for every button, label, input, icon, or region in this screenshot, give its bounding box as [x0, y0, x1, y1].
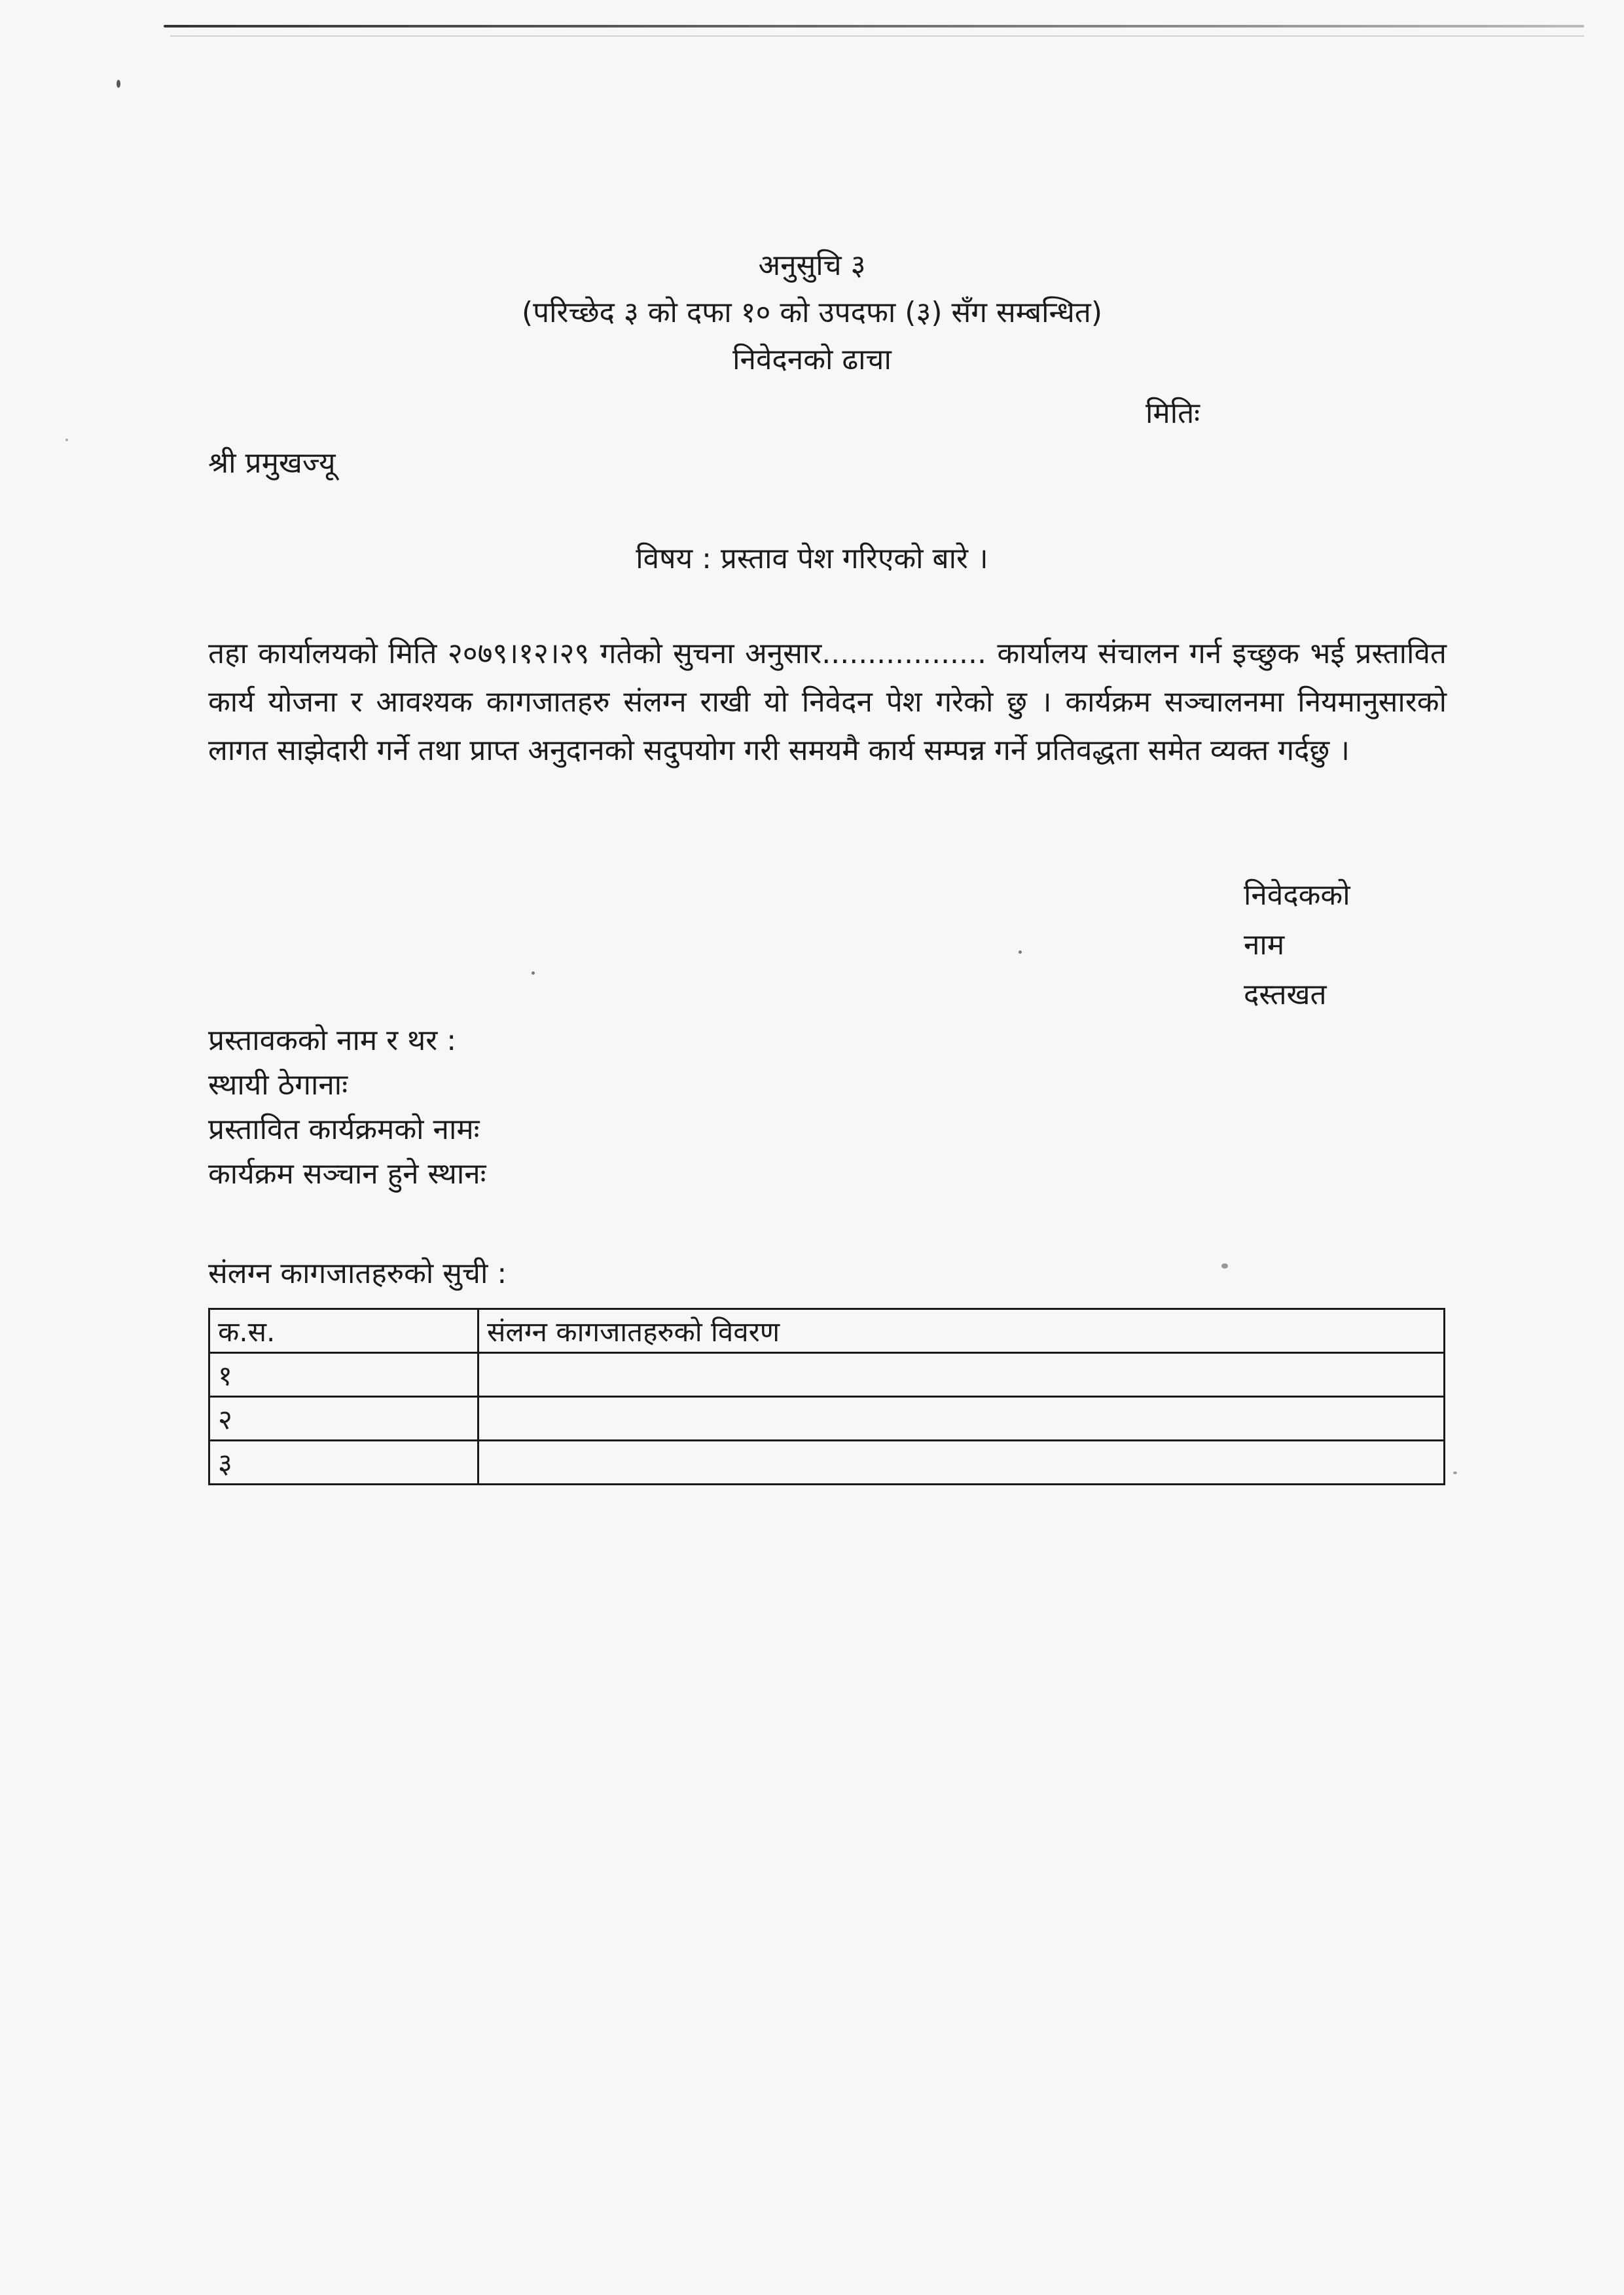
scan-speck: [65, 439, 68, 441]
table-row: [209, 1441, 1445, 1485]
signature-block: [1244, 871, 1350, 1020]
subject-line: विषय : प्रस्ताव पेश गरिएको बारे ।: [636, 542, 988, 575]
proposer-name-field: प्रस्तावकको नाम र थर :: [208, 1024, 457, 1057]
form-title: निवेदनको ढाचा: [732, 343, 892, 376]
column-header-serial: क.स.: [209, 1309, 478, 1353]
table-header-row: [209, 1309, 1445, 1353]
body-paragraph: तहा कार्यालयको मिति २०७९।१२।२९ गतेको सुचना अनुसार.................. कार्यालय संचालन गर्न इच्छुक भई प्रस्तावित कार्य योजना र आवश्यक कागजातहरु संलग्न राखी यो निवेदन पेश गरेको छु । कार्यक्रम सञ्चालनमा नियमानुसारको लागत साझेदारी गर्ने तथा प्राप्त अनुदानको सदुपयोग गरी समयमै कार्य सम्पन्न गर्ने प्रतिवद्धता समेत व्यक्त गर्दछु ।: [208, 637, 1447, 767]
program-location-field: कार्यक्रम सञ्चान हुने स्थानः: [208, 1157, 486, 1191]
scan-speck: [1453, 1472, 1457, 1474]
date-label: मितिः: [1146, 397, 1200, 430]
description-cell: [478, 1441, 1445, 1485]
scan-speck: [532, 971, 535, 975]
table-row: [209, 1353, 1445, 1397]
table-row: [209, 1397, 1445, 1441]
permanent-address-field: स्थायी ठेगानाः: [208, 1068, 348, 1102]
schedule-heading: अनुसुचि ३: [758, 249, 866, 282]
attachments-table: [208, 1308, 1445, 1485]
description-cell: [478, 1397, 1445, 1441]
reference-line: (परिच्छेद ३ को दफा १० को उपदफा (३) सँग सम्बन्धित): [521, 296, 1103, 329]
serial-cell: ३: [209, 1441, 478, 1485]
serial-cell: १: [209, 1353, 478, 1397]
scan-edge-line-faint: [170, 35, 1584, 37]
scan-speck: [1019, 950, 1022, 954]
name-label: नाम: [1244, 928, 1285, 962]
attachments-heading: संलग्न कागजातहरुको सुची :: [208, 1257, 507, 1290]
scan-edge-line: [164, 25, 1584, 27]
description-cell: [478, 1353, 1445, 1397]
program-name-field: प्रस्तावित कार्यक्रमको नामः: [208, 1113, 480, 1146]
applicant-label: निवेदकको: [1244, 878, 1350, 912]
addressee: श्री प्रमुखज्यू: [208, 446, 336, 480]
signature-label: दस्तखत: [1244, 978, 1327, 1011]
scan-speck: [117, 80, 120, 88]
column-header-description: संलग्न कागजातहरुको विवरण: [478, 1309, 1445, 1353]
scan-speck: [1221, 1263, 1228, 1269]
serial-cell: २: [209, 1397, 478, 1441]
